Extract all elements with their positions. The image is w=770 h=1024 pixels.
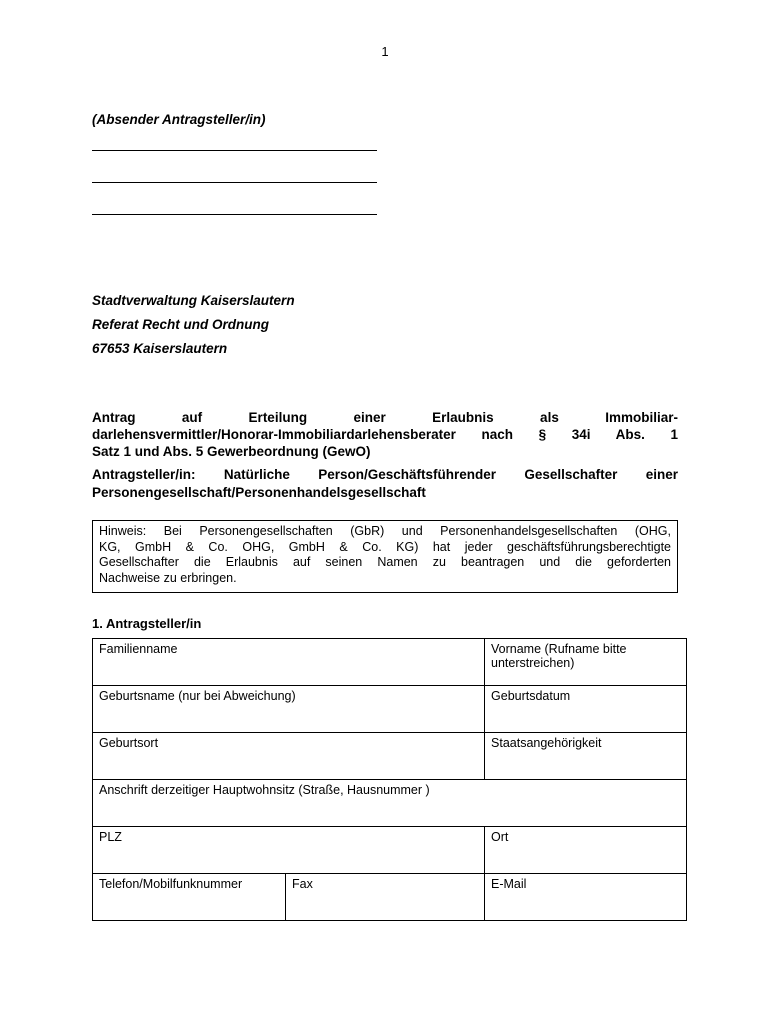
- page-number: 1: [381, 44, 389, 59]
- field-plz[interactable]: [93, 827, 485, 874]
- field-label: PLZ: [99, 830, 122, 844]
- section-title: 1. Antragsteller/in: [92, 616, 202, 631]
- field-label: Telefon/Mobilfunknummer: [99, 877, 243, 891]
- field-staatsangehoerigkeit[interactable]: [485, 733, 687, 780]
- recipient-line-1: Stadtverwaltung Kaiserslautern: [92, 293, 295, 308]
- recipient-address: [92, 289, 295, 361]
- hint-line-3: Gesellschafter die Erlaubnis auf seinen Namen zu beantragen und die geforderten: [99, 555, 671, 569]
- field-label: Geburtsort: [99, 736, 159, 750]
- field-vorname[interactable]: [485, 639, 687, 686]
- title-line-1: Antrag auf Erteilung einer Erlaubnis als Immobiliar-: [92, 410, 678, 425]
- sender-line-1[interactable]: [92, 150, 377, 151]
- field-label: E-Mail: [491, 877, 527, 891]
- hint-line-4: Nachweise zu erbringen.: [99, 570, 237, 585]
- field-email[interactable]: [485, 874, 687, 921]
- hint-line-2: KG, GmbH & Co. OHG, GmbH & Co. KG) hat jeder geschäftsführungsberechtigte: [99, 539, 671, 554]
- field-label: Familienname: [99, 642, 178, 656]
- field-fax[interactable]: [286, 874, 485, 921]
- applicant-type-line-2: Personengesellschaft/Personenhandelsgesellschaft: [92, 485, 426, 500]
- sender-line-2[interactable]: [92, 182, 377, 183]
- field-label: Staatsangehörigkeit: [491, 736, 602, 750]
- recipient-line-3: 67653 Kaiserslautern: [92, 341, 228, 356]
- field-label: Ort: [491, 830, 509, 844]
- sender-line-3[interactable]: [92, 214, 377, 215]
- field-label: Vorname (Rufname bitte unterstreichen): [491, 642, 627, 670]
- field-label: Geburtsdatum: [491, 689, 571, 703]
- title-line-3: Satz 1 und Abs. 5 Gewerbeordnung (GewO): [92, 444, 371, 459]
- field-label: Anschrift derzeitiger Hauptwohnsitz (Straße, Hausnummer ): [99, 783, 430, 797]
- applicant-type-line-1: Antragsteller/in: Natürliche Person/Geschäftsführender Gesellschafter einer: [92, 467, 678, 482]
- field-familienname[interactable]: [93, 639, 485, 686]
- sender-title: (Absender Antragsteller/in): [92, 112, 266, 127]
- title-line-2: darlehensvermittler/Honorar-Immobiliardarlehensberater nach § 34i Abs. 1: [92, 427, 678, 442]
- field-label: Fax: [292, 877, 313, 891]
- field-label: Geburtsname (nur bei Abweichung): [99, 689, 296, 703]
- document-title: [92, 409, 678, 460]
- field-geburtsort[interactable]: [93, 733, 485, 780]
- applicant-form-table: [92, 638, 687, 921]
- field-telefon[interactable]: [93, 874, 286, 921]
- field-anschrift[interactable]: [93, 780, 687, 827]
- recipient-line-2: Referat Recht und Ordnung: [92, 317, 270, 332]
- hint-line-1: Hinweis: Bei Personengesellschaften (GbR) und Personenhandelsgesellschaften (OHG,: [99, 524, 671, 538]
- hint-box: [92, 520, 678, 593]
- field-geburtsdatum[interactable]: [485, 686, 687, 733]
- field-geburtsname[interactable]: [93, 686, 485, 733]
- field-ort[interactable]: [485, 827, 687, 874]
- applicant-type: [92, 466, 678, 502]
